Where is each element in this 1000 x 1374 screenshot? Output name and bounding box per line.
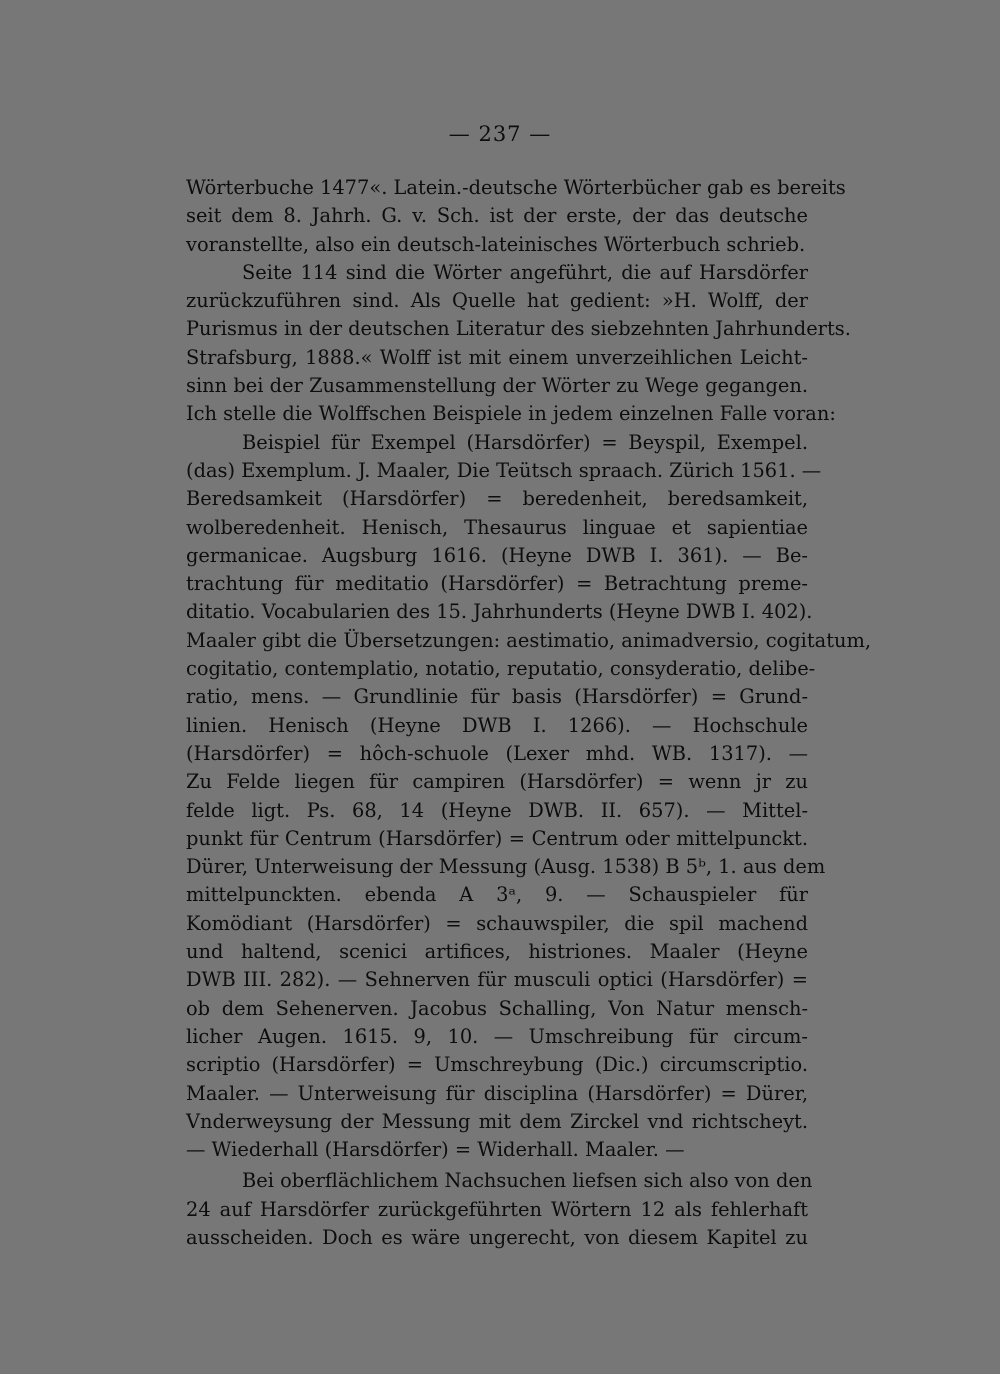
text-line: (das) Exemplum. J. Maaler, Die Teütsch spraach. Zürich 1561. — <box>186 458 822 482</box>
text-line: seit dem 8. Jahrh. G. v. Sch. ist der erste, der das deutsche <box>186 204 808 228</box>
text-line: ratio, mens. — Grundlinie für basis (Harsdörfer) = Grund- <box>186 685 808 709</box>
text-line: linien. Henisch (Heyne DWB I. 1266). — Hochschule <box>186 713 808 737</box>
text-line: — Wiederhall (Harsdörfer) = Widerhall. Maaler. — <box>186 1138 685 1162</box>
text-line: scriptio (Harsdörfer) = Umschreybung (Dic.) circumscriptio. <box>186 1053 808 1077</box>
text-line: Maaler. — Unterweisung für disciplina (Harsdörfer) = Dürer, <box>186 1081 808 1105</box>
text-line: Komödiant (Harsdörfer) = schauwspiler, die spil machend <box>186 911 808 935</box>
text-line: Beredsamkeit (Harsdörfer) = beredenheit, beredsamkeit, <box>186 487 808 511</box>
text-line: DWB III. 282). — Sehnerven für musculi optici (Harsdörfer) = <box>186 968 808 992</box>
text-line: trachtung für meditatio (Harsdörfer) = Betrachtung preme- <box>186 572 808 596</box>
page-number: — 237 — <box>448 122 552 146</box>
text-line: cogitatio, contemplatio, notatio, reputatio, consyderatio, delibe- <box>186 657 816 681</box>
text-line: ob dem Sehenerven. Jacobus Schalling, Von Natur mensch- <box>186 996 808 1020</box>
text-line: voranstellte, also ein deutsch-lateinisches Wörterbuch schrieb. <box>186 232 806 256</box>
text-line: Wörterbuche 1477«. Latein.-deutsche Wörterbücher gab es bereits <box>186 176 846 199</box>
text-line: Seite 114 sind die Wörter angeführt, die auf Harsdörfer <box>242 260 808 284</box>
text-line: Ich stelle die Wolffschen Beispiele in jedem einzelnen Falle voran: <box>186 402 836 426</box>
text-line: Maaler gibt die Übersetzungen: aestimatio, animadversio, cogitatum, <box>186 628 872 652</box>
body-text <box>186 174 872 1252</box>
text-line: germanicae. Augsburg 1616. (Heyne DWB I. 361). — Be- <box>186 543 808 567</box>
text-line: Zu Felde liegen für campiren (Harsdörfer) = wenn jr zu <box>186 770 808 794</box>
text-line: zurückzuführen sind. Als Quelle hat gedient: »H. Wolff, der <box>186 289 808 313</box>
text-line: (Harsdörfer) = hôch-schuole (Lexer mhd. WB. 1317). — <box>186 741 808 765</box>
text-line: punkt für Centrum (Harsdörfer) = Centrum oder mittelpunckt. <box>186 826 808 850</box>
text-line: felde ligt. Ps. 68, 14 (Heyne DWB. II. 657). — Mittel- <box>186 798 808 822</box>
text-line: mittelpunckten. ebenda A 3ᵃ, 9. — Schauspieler für <box>186 883 808 907</box>
text-line: Beispiel für Exempel (Harsdörfer) = Beyspil, Exempel. <box>242 430 808 454</box>
text-line: Vnderweysung der Messung mit dem Zirckel vnd richtscheyt. <box>186 1109 808 1133</box>
text-line: Strafsburg, 1888.« Wolff ist mit einem unverzeihlichen Leicht- <box>186 345 808 369</box>
text-line: 24 auf Harsdörfer zurückgeführten Wörtern 12 als fehlerhaft <box>186 1197 808 1221</box>
text-line: sinn bei der Zusammenstellung der Wörter zu Wege gegangen. <box>186 374 808 398</box>
text-line: Purismus in der deutschen Literatur des siebzehnten Jahrhunderts. <box>186 317 851 341</box>
text-line: wolberedenheit. Henisch, Thesaurus linguae et sapientiae <box>186 515 808 539</box>
text-line: Bei oberflächlichem Nachsuchen liefsen sich also von den <box>242 1169 813 1193</box>
text-line: und haltend, scenici artifices, histriones. Maaler (Heyne <box>186 940 808 964</box>
text-line: Dürer, Unterweisung der Messung (Ausg. 1538) B 5ᵇ, 1. aus dem <box>186 855 826 879</box>
text-line: licher Augen. 1615. 9, 10. — Umschreibung für circum- <box>186 1024 808 1048</box>
text-line: ditatio. Vocabularien des 15. Jahrhunderts (Heyne DWB I. 402). <box>186 600 813 624</box>
text-line: ausscheiden. Doch es wäre ungerecht, von diesem Kapitel zu <box>186 1225 808 1249</box>
